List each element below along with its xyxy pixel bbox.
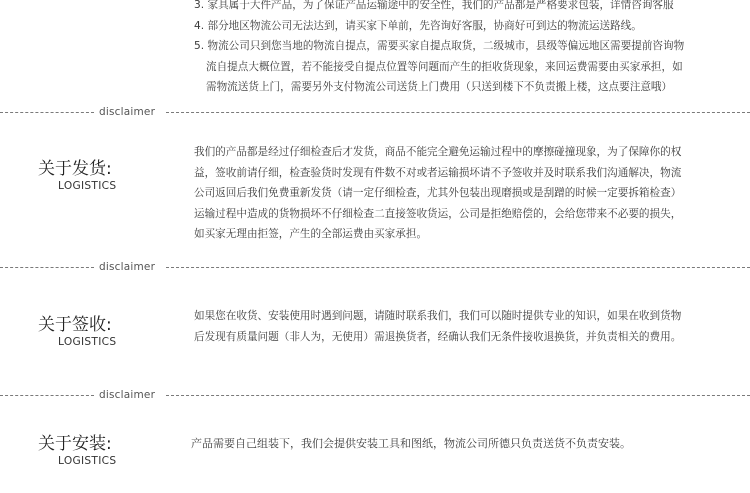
- paragraph-line: 益，签收前请仔细，检查验货时发现有件数不对或者运输损坏请不予签收并及时联系我们沟通解决，物流: [194, 166, 682, 179]
- paragraph-line: 如买家无理由拒签，产生的全部运费由买家承担。: [194, 228, 428, 240]
- section-subtitle: LOGISTICS: [58, 455, 117, 467]
- list-item: 流自提点大概位置，若不能接受自提点位置等问题而产生的拒收货现象，来回运费需要由买家承担，如: [206, 60, 683, 73]
- divider-line: [0, 267, 94, 268]
- disclaimer-divider: [0, 105, 750, 119]
- divider-label: disclaimer: [99, 106, 156, 118]
- list-item: 需物流送货上门，需要另外支付物流公司送货上门费用（只送到楼下不负责搬上楼，这点要注意哦）: [206, 81, 673, 93]
- section-heading-installation: [38, 433, 116, 468]
- divider-line: [166, 267, 750, 268]
- paragraph-line: 后发现有质量问题（非人为，无使用）需退换货者，经确认我们无条件接收退换货，并负责相关的费用。: [194, 330, 682, 343]
- list-item: 5. 物流公司只到您当地的物流自提点，需要买家自提点取货，二级城市，县级等偏远地区需要提前咨询物: [194, 40, 685, 52]
- section-subtitle: LOGISTICS: [58, 180, 117, 192]
- section-title: 关于安装:: [38, 434, 112, 454]
- section-title: 关于签收:: [38, 315, 112, 335]
- paragraph-line: 我们的产品都是经过仔细检查后才发货，商品不能完全避免运输过程中的摩擦碰撞现象，为了保障你的权: [194, 146, 682, 158]
- divider-label: disclaimer: [99, 261, 156, 273]
- paragraph-line: 产品需要自己组装下，我们会提供安装工具和图纸，物流公司所德只负责送货不负责安装。: [191, 437, 631, 450]
- list-item: 3. 家具属于大件产品，为了保证产品运输途中的安全性，我们的产品都是严格要求包装，详情咨询客服: [194, 0, 674, 11]
- section-title: 关于发货:: [38, 159, 112, 179]
- divider-label: disclaimer: [99, 389, 156, 401]
- section-body-receipt: [194, 306, 681, 347]
- divider-line: [166, 112, 750, 113]
- paragraph-line: 如果您在收货、安装使用时遇到问题，请随时联系我们，我们可以随时提供专业的知识，如果在收到货物: [194, 310, 682, 322]
- divider-line: [0, 395, 94, 396]
- disclaimer-divider: [0, 260, 750, 274]
- divider-line: [166, 395, 750, 396]
- top-notice-list: [194, 0, 684, 98]
- section-body-installation: [191, 434, 631, 455]
- paragraph-line: 公司返回后我们免费重新发货（请一定仔细检查，尤其外包装出现磨损或是刮蹭的时候一定要拆箱检查）: [194, 187, 682, 199]
- section-heading-shipping: [38, 158, 116, 193]
- section-subtitle: LOGISTICS: [58, 336, 117, 348]
- paragraph-line: 运输过程中造成的货物损坏不仔细检查二直接签收货运，公司是拒绝赔偿的，会给您带来不必要的损失，: [194, 207, 682, 220]
- divider-line: [0, 112, 94, 113]
- disclaimer-divider: [0, 388, 750, 402]
- section-heading-receipt: [38, 314, 116, 349]
- list-item: 4. 部分地区物流公司无法达到，请买家下单前，先咨询好客服，协商好可到达的物流运送路线。: [194, 19, 642, 32]
- section-body-shipping: [194, 142, 681, 245]
